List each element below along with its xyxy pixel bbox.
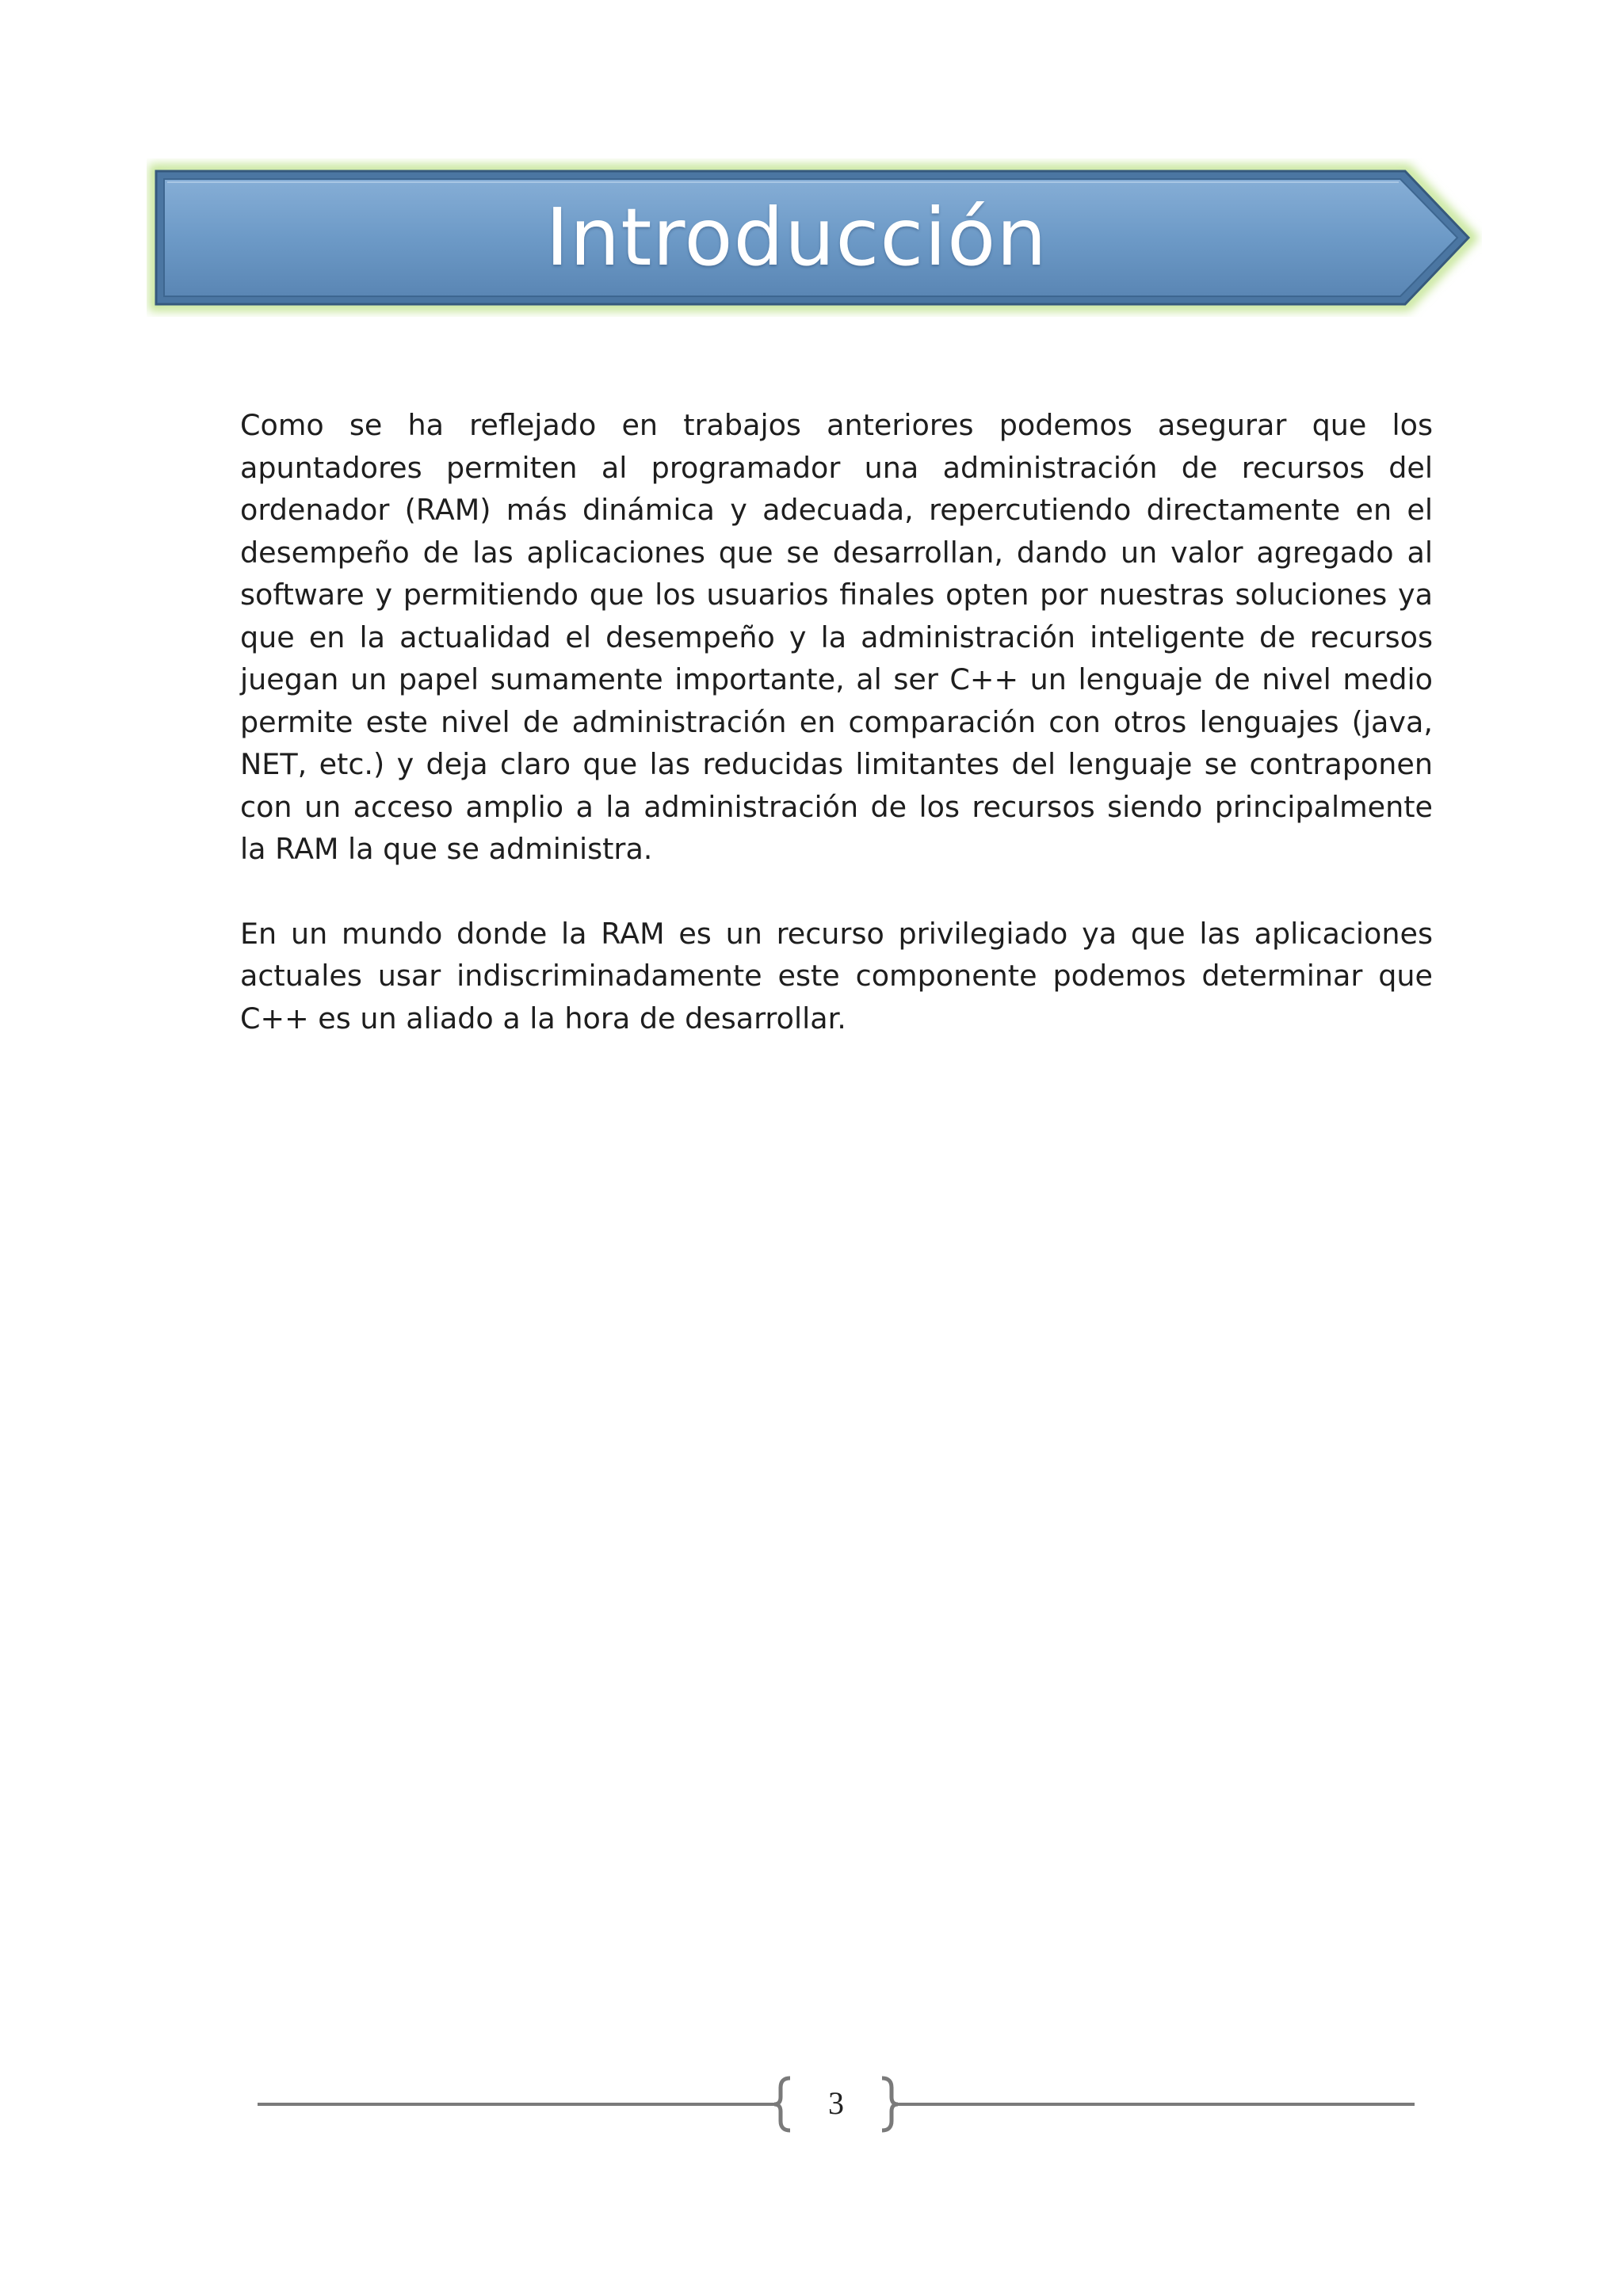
paragraph-2: En un mundo donde la RAM es un recurso privilegiado ya que las aplicaciones actuales usar indiscriminadamente este componente podemos determinar que C++ es un aliado a la hora de desarrollar. bbox=[240, 916, 1433, 1035]
page-title: Introducción bbox=[545, 191, 1048, 284]
title-banner bbox=[147, 158, 1482, 317]
body-text bbox=[240, 404, 1433, 1081]
paragraph-1: Como se ha reflejado en trabajos anteriores podemos asegurar que los apuntadores permiten al programador una administración de recursos del ordenador (RAM) más dinámica y adecuada, repercutiendo directamente en el desempeño de las aplicaciones que se desarrollan, dando un valor agregado al software y permitiendo que los usuarios finales opten por nuestras soluciones ya que en la actualidad el desempeño y la administración inteligente de recursos juegan un papel sumamente importante, al ser C++ un lenguaje de nivel medio permite este nivel de administración en comparación con otros lenguajes (java, NET, etc.) y deja claro que las reducidas limitantes del lenguaje se contraponen con un acceso amplio a la administración de los recursos siendo principalmente la RAM la que se administra. bbox=[240, 408, 1433, 866]
page-footer bbox=[258, 2072, 1415, 2135]
page-number: 3 bbox=[828, 2085, 844, 2121]
